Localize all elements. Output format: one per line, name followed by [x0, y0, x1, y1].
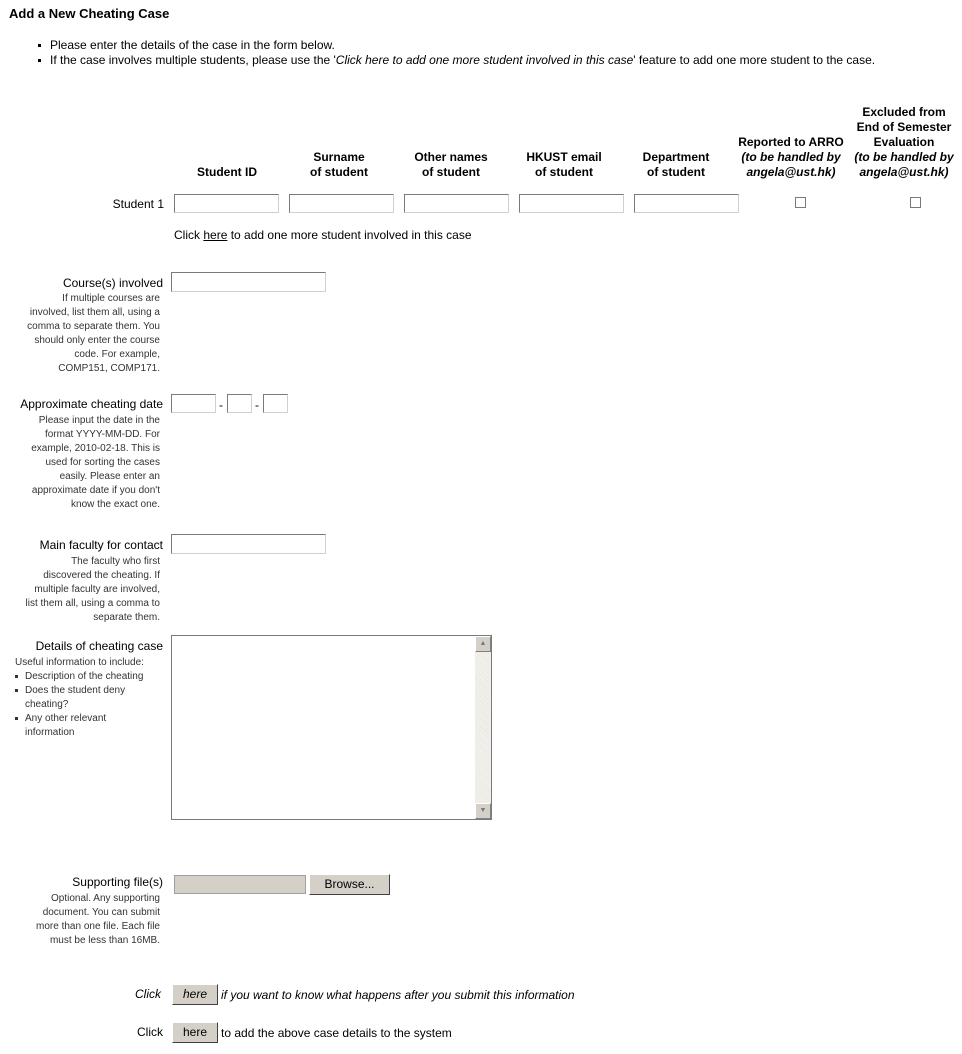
- header-reported-arro: Reported to ARRO (to be handled by angela@ust.hk): [738, 135, 844, 179]
- course-hint: If multiple courses are involved, list them all, using a comma to separate them. You should only enter the course code. For example, COMP151, COMP171.: [27, 293, 160, 374]
- instruction-item: Please enter the details of the case in the form below.: [38, 38, 875, 53]
- header-other-names: Other names of student: [414, 150, 488, 179]
- details-textarea[interactable]: [171, 635, 492, 820]
- details-hint-item: Description of the cheating: [15, 670, 143, 684]
- course-input[interactable]: [171, 272, 326, 292]
- info-text: if you want to know what happens after you submit this information: [221, 988, 575, 1002]
- faculty-label: Main faculty for contact: [39, 538, 163, 552]
- header-email: HKUST email of student: [526, 150, 602, 179]
- date-month-input[interactable]: [227, 394, 252, 413]
- browse-button[interactable]: Browse...: [309, 874, 390, 895]
- header-surname: Surname of student: [310, 150, 368, 179]
- date-year-input[interactable]: [171, 394, 216, 413]
- add-student-link[interactable]: here: [203, 228, 228, 242]
- excluded-checkbox[interactable]: [910, 197, 921, 208]
- files-label: Supporting file(s): [72, 875, 163, 889]
- details-hint-list: [15, 670, 143, 740]
- details-hint-item: Does the student deny cheating?: [15, 684, 143, 712]
- reported-arro-checkbox[interactable]: [795, 197, 806, 208]
- date-hint: Please input the date in the format YYYY-MM-DD. For example, 2010-02-18. This is used for sorting the cases easily. Please enter an approximate date if you don't know the exact one.: [31, 415, 160, 510]
- date-separator: -: [219, 398, 223, 412]
- header-student-id: Student ID: [197, 165, 257, 179]
- other-names-input[interactable]: [404, 194, 509, 213]
- file-path-input[interactable]: [174, 875, 306, 894]
- submit-text: to add the above case details to the system: [221, 1026, 452, 1040]
- header-department: Department of student: [642, 150, 710, 179]
- details-hint-item: Any other relevant information: [15, 712, 143, 740]
- department-input[interactable]: [634, 194, 739, 213]
- scroll-up-icon[interactable]: ▲: [475, 636, 491, 652]
- student-id-input[interactable]: [174, 194, 279, 213]
- surname-input[interactable]: [289, 194, 394, 213]
- details-hint-intro: Useful information to include:: [15, 657, 144, 668]
- email-input[interactable]: [519, 194, 624, 213]
- date-label: Approximate cheating date: [20, 397, 163, 411]
- submit-click-label: Click: [137, 1025, 163, 1039]
- faculty-input[interactable]: [171, 534, 326, 554]
- student-row-label: Student 1: [112, 197, 164, 211]
- header-excluded: Excluded from End of Semester Evaluation (to be handled by angela@ust.hk): [854, 105, 954, 179]
- course-label: Course(s) involved: [62, 276, 163, 290]
- page-title: Add a New Cheating Case: [9, 6, 170, 21]
- textarea-scrollbar[interactable]: [475, 636, 491, 819]
- info-click-label: Click: [135, 987, 161, 1001]
- instructions-list: [38, 38, 875, 68]
- submit-here-button[interactable]: here: [172, 1022, 218, 1043]
- date-day-input[interactable]: [263, 394, 288, 413]
- date-separator: -: [255, 398, 259, 412]
- info-here-button[interactable]: here: [172, 984, 218, 1005]
- add-student-line: Click here to add one more student involved in this case: [174, 228, 472, 242]
- faculty-hint: The faculty who first discovered the cheating. If multiple faculty are involved, list them all, using a comma to separate them.: [25, 556, 160, 623]
- files-hint: Optional. Any supporting document. You can submit more than one file. Each file must be less than 16MB.: [36, 893, 160, 946]
- details-label: Details of cheating case: [35, 639, 163, 653]
- scroll-down-icon[interactable]: ▼: [475, 803, 491, 819]
- instruction-item: If the case involves multiple students, please use the 'Click here to add one more student involved in this case' feature to add one more student to the case.: [38, 53, 875, 68]
